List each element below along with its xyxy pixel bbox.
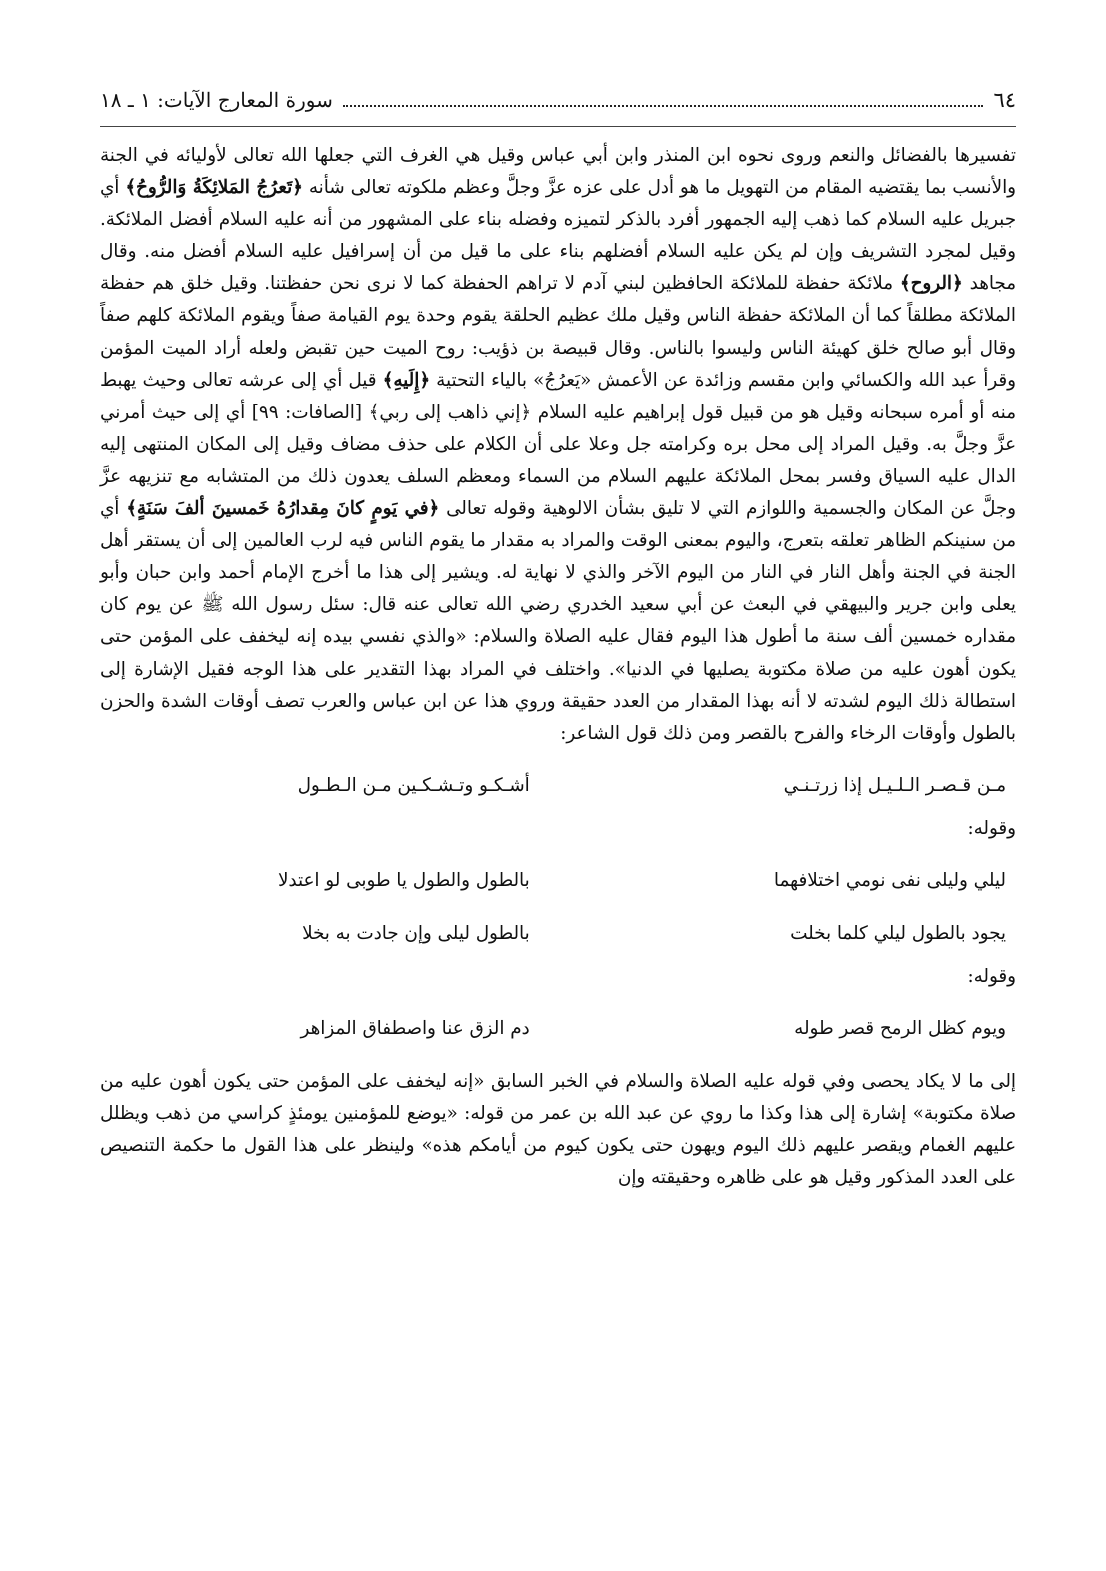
- quran-quote: ﴿في يَومٍ كانَ مِقدارُهُ خَمسينَ ألفَ سَنَةٍ﴾: [126, 498, 440, 520]
- verse-intro-label: وقوله:: [967, 817, 1016, 839]
- verse-first-half: ويوم كظل الرمح قصر طوله: [794, 1018, 1006, 1040]
- text-run: أي من سنينكم الظاهر تعلقه بتعرج، واليوم بمعنى الوقت والمراد به مقدار ما يقوم الناس فيه لرب العالمين إلى أن يستقر أهل الجنة في الجنة وأهل النار في النار من اليوم الآخر والذي لا نهاية له. ويشير إلى هذا ما أخرج الإمام أحمد وابن حبان وأبو يعلى وابن جرير والبيهقي في البعث عن أبي سعيد الخدري رضي الله تعالى عنه قال: سئل رسول الله ﷺ عن يوم كان مقداره خمسين ألف سنة ما أطول هذا اليوم فقال عليه الصلاة والسلام: «والذي نفسي بيده إنه ليخفف على المؤمن حتى يكون أهون عليه من صلاة مكتوبة يصليها في الدنيا». واختلف في المراد بهذا التقدير على هذا الوجه فقيل الإشارة إلى استطالة ذلك اليوم لشدته لا أنه بهذا المقدار من العدد حقيقة وروي هذا عن ابن عباس والعرب تصف أوقات الشدة والحزن بالطول وأوقات الرخاء والفرح بالقصر ومن ذلك قول الشاعر:: [100, 498, 1016, 744]
- poem-verse: [100, 908, 1016, 961]
- text-run: بالياء التحتية: [430, 369, 534, 391]
- header-dot-leader: [343, 91, 984, 107]
- quran-quote: ﴿تَعرُجُ المَلائِكَةُ وَالرُّوحُ﴾: [125, 177, 303, 199]
- verse-first-half: مـن قـصـر الـلـيـل إذا زرتـنـي: [783, 775, 1006, 797]
- text-run: ملائكة حفظة للملائكة الحافظين لبني آدم لا تراهم الحفظة كما لا نرى نحن حفظتنا. وقيل خلق هم حفظة الملائكة مطلقاً كما أن الملائكة حفظة الناس وقيل ملك عظيم الحلقة يقوم وحدة يوم القيامة صفاً ويقوم الملائكة كلهم صفاً وقال أبو صالح خلق كهيئة الناس وليسوا بالناس. وقال قبيصة بن ذؤيب: روح الميت حين تقبض ولعله أراد الميت المؤمن وقرأ عبد الله والكسائي وابن مقسم وزائدة عن الأعمش: [100, 273, 1016, 391]
- verse-first-half: ليلي وليلى نفى نومي اختلافهما: [773, 870, 1006, 892]
- paragraph-commentary: [100, 140, 1016, 750]
- paragraph-commentary-continued: إلى ما لا يكاد يحصى وفي قوله عليه الصلاة والسلام في الخبر السابق «إنه ليخفف على المؤمن حتى يكون أهون عليه من صلاة مكتوبة» إشارة إلى هذا وكذا ما روي عن عبد الله بن عمر من قوله: «يوضع للمؤمنين يومئذٍ كراسي من ذهب ويظلل عليهم الغمام ويقصر عليهم ذلك اليوم ويهون حتى يكون كيوم من أيامكم هذه» ولينظر على هذا القول ما حكمة التنصيص على العدد المذكور وقيل هو على ظاهره وحقيقته وإن: [100, 1070, 1016, 1189]
- verse-first-half: يجود بالطول ليلي كلما بخلت: [790, 923, 1006, 945]
- poem-verse: [100, 1003, 1016, 1056]
- poem-verse: [100, 760, 1016, 813]
- section-title: سورة المعارج الآيات: ١ ـ ١٨: [100, 88, 333, 112]
- quran-quote: ﴿إني ذاهب إلى ربي﴾: [368, 401, 532, 423]
- page-number: ٦٤: [993, 88, 1016, 112]
- verse-second-half: بالطول والطول يا طوبى لو اعتدلا: [277, 870, 530, 892]
- text-run: [الصافات: ٩٩] أي إلى حيث أمرني عزَّ وجلَّ به. وقيل المراد إلى محل بره وكرامته جل وعلا على أن الكلام على حذف مضاف وقيل إلى المكان المنتهى إليه الدال عليه السياق وفسر بمحل الملائكة عليهم السلام من السماء ومعظم السلف يعدون ذلك من المتشابه مع تنزيهه عزَّ وجلَّ عن المكان والجسمية واللوازم التي لا تليق بشأن الالوهية وقوله تعالى: [100, 401, 1016, 520]
- quran-quote: ﴿الروح﴾: [899, 273, 963, 295]
- page-body: [100, 140, 1016, 1194]
- reading-quote: «يَعرُجُ»: [533, 369, 592, 391]
- quran-quote: ﴿إِلَيهِ﴾: [382, 369, 431, 391]
- poem-verse: [100, 855, 1016, 908]
- header-rule: [100, 126, 1016, 127]
- page-header: [100, 88, 1016, 122]
- text-run: تفسيرها بالفضائل والنعم وروى نحوه ابن المنذر وابن أبي عباس وقيل هي الغرف التي جعلها الله تعالى لأوليائه في الجنة والأنسب بما يقتضيه المقام من التهويل ما هو أدل على عزه عزَّ وجلَّ وعظم ملكوته تعالى شأنه: [100, 145, 1016, 199]
- verse-intro-label: وقوله:: [967, 965, 1016, 987]
- text-run: أي جبريل عليه السلام كما ذهب إليه الجمهور أفرد بالذكر لتميزه وفضله بناء على المشهور من أنه عليه السلام أفضل الملائكة. وقيل لمجرد التشريف وإن لم يكن عليه السلام أفضلهم بناء على ما قيل من أن إسرافيل عليه السلام أفضل منه. وقال مجاهد: [100, 177, 1016, 295]
- verse-second-half: بالطول ليلى وإن جادت به بخلا: [302, 923, 530, 945]
- text-run: قيل أي إلى عرشه تعالى وحيث يهبط منه أو أمره سبحانه وقيل هو من قبيل قول إبراهيم عليه السلام: [100, 369, 1016, 423]
- verse-second-half: أشـكـو وتـشـكـين مـن الـطـول: [297, 775, 530, 797]
- verse-second-half: دم الزق عنا واصطفاق المزاهر: [300, 1018, 530, 1040]
